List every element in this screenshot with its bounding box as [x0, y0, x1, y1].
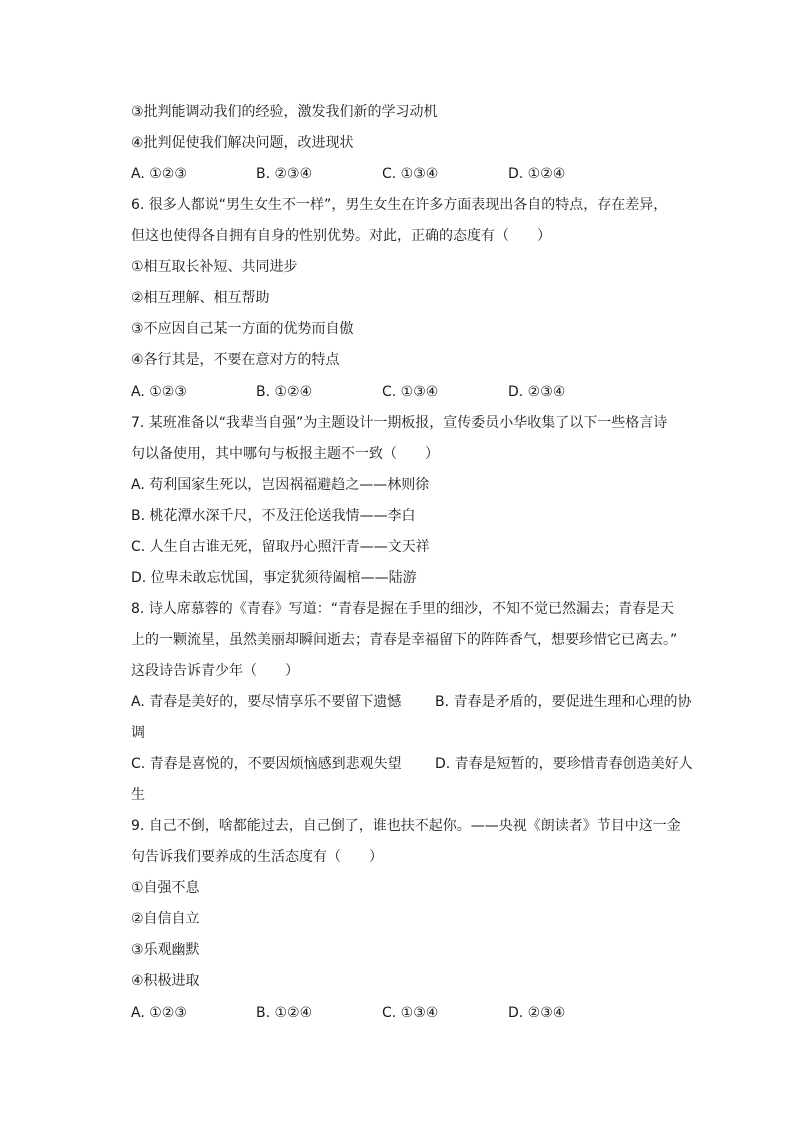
q8-stem-line3: 这段诗告诉青少年（ ）	[131, 663, 299, 679]
q8-stem-line2: 上的一颗流星，虽然美丽却瞬间逝去；青春是幸福留下的阵阵香气，想要珍惜它已离去。”	[131, 632, 678, 648]
option-d: D. ②③④	[508, 1005, 566, 1021]
q8-options-row1	[131, 692, 701, 712]
q7-stem-line1: 7. 某班准备以“我辈当自强”为主题设计一期板报，宣传委员小华收集了以下一些格言诗	[131, 415, 668, 431]
option-b: B. ①②④	[256, 1005, 313, 1021]
q6-statement-3: ③不应因自己某一方面的优势而自傲	[131, 321, 354, 337]
option-b: B. 青春是矛盾的，要促进生理和心理的协	[435, 694, 692, 710]
q7-stem-line2: 句以备使用，其中哪句与板报主题不一致（ ）	[131, 446, 439, 462]
option-c: C. ①③④	[382, 384, 439, 400]
q9-options	[131, 1003, 631, 1023]
statement-4: ④批判促使我们解决问题，改进现状	[131, 135, 354, 151]
q8-options-row2	[131, 754, 701, 774]
q6-stem-line1: 6. 很多人都说“男生女生不一样”，男生女生在许多方面表现出各自的特点，存在差异，	[131, 197, 668, 213]
option-d: D. ①②④	[508, 166, 566, 182]
q9-statement-3: ③乐观幽默	[131, 942, 200, 958]
option-c: C. 青春是喜悦的，不要因烦恼感到悲观失望	[131, 756, 402, 772]
q6-statement-1: ①相互取长补短、共同进步	[131, 259, 298, 275]
option-c: C. ①③④	[382, 1005, 439, 1021]
q8-option-b-wrap: 调	[131, 725, 145, 741]
option-c: C. ①③④	[382, 166, 439, 182]
q6-options	[131, 382, 631, 402]
option-d: D. 青春是短暂的，要珍惜青春创造美好人	[435, 756, 693, 772]
option-b: B. ①②④	[256, 384, 313, 400]
option-b: B. ②③④	[256, 166, 313, 182]
option-a: A. ①②③	[131, 1005, 187, 1021]
option-d: D. ②③④	[508, 384, 566, 400]
q9-stem-line2: 句告诉我们要养成的生活态度有（ ）	[131, 849, 383, 865]
q7-option-c: C. 人生自古谁无死，留取丹心照汗青——文天祥	[131, 539, 430, 555]
q9-statement-2: ②自信自立	[131, 911, 200, 927]
statement-3: ③批判能调动我们的经验，激发我们新的学习动机	[131, 104, 438, 120]
q8-option-d-wrap: 生	[131, 787, 145, 803]
q7-option-b: B. 桃花潭水深千尺，不及汪伦送我情——李白	[131, 508, 416, 524]
q9-statement-4: ④积极进取	[131, 973, 200, 989]
q8-stem-line1: 8. 诗人席慕蓉的《青春》写道：“青春是握在手里的细沙，不知不觉已然漏去；青春是天	[131, 601, 675, 617]
q9-stem-line1: 9. 自己不倒，啥都能过去，自己倒了，谁也扶不起你。——央视《朗读者》节目中这一金	[131, 818, 681, 834]
option-a: A. 青春是美好的，要尽情享乐不要留下遗憾	[131, 694, 402, 710]
q9-statement-1: ①自强不息	[131, 880, 200, 896]
q7-option-d: D. 位卑未敢忘忧国，事定犹须待阖棺——陆游	[131, 570, 417, 586]
q6-stem-line2: 但这也使得各自拥有自身的性别优势。对此，正确的态度有（ ）	[131, 228, 551, 244]
q5-options	[131, 164, 631, 184]
q6-statement-4: ④各行其是，不要在意对方的特点	[131, 352, 340, 368]
q6-statement-2: ②相互理解、相互帮助	[131, 290, 270, 306]
option-a: A. ①②③	[131, 166, 187, 182]
q7-option-a: A. 苟利国家生死以，岂因祸福避趋之——林则徐	[131, 477, 430, 493]
option-a: A. ①②③	[131, 384, 187, 400]
